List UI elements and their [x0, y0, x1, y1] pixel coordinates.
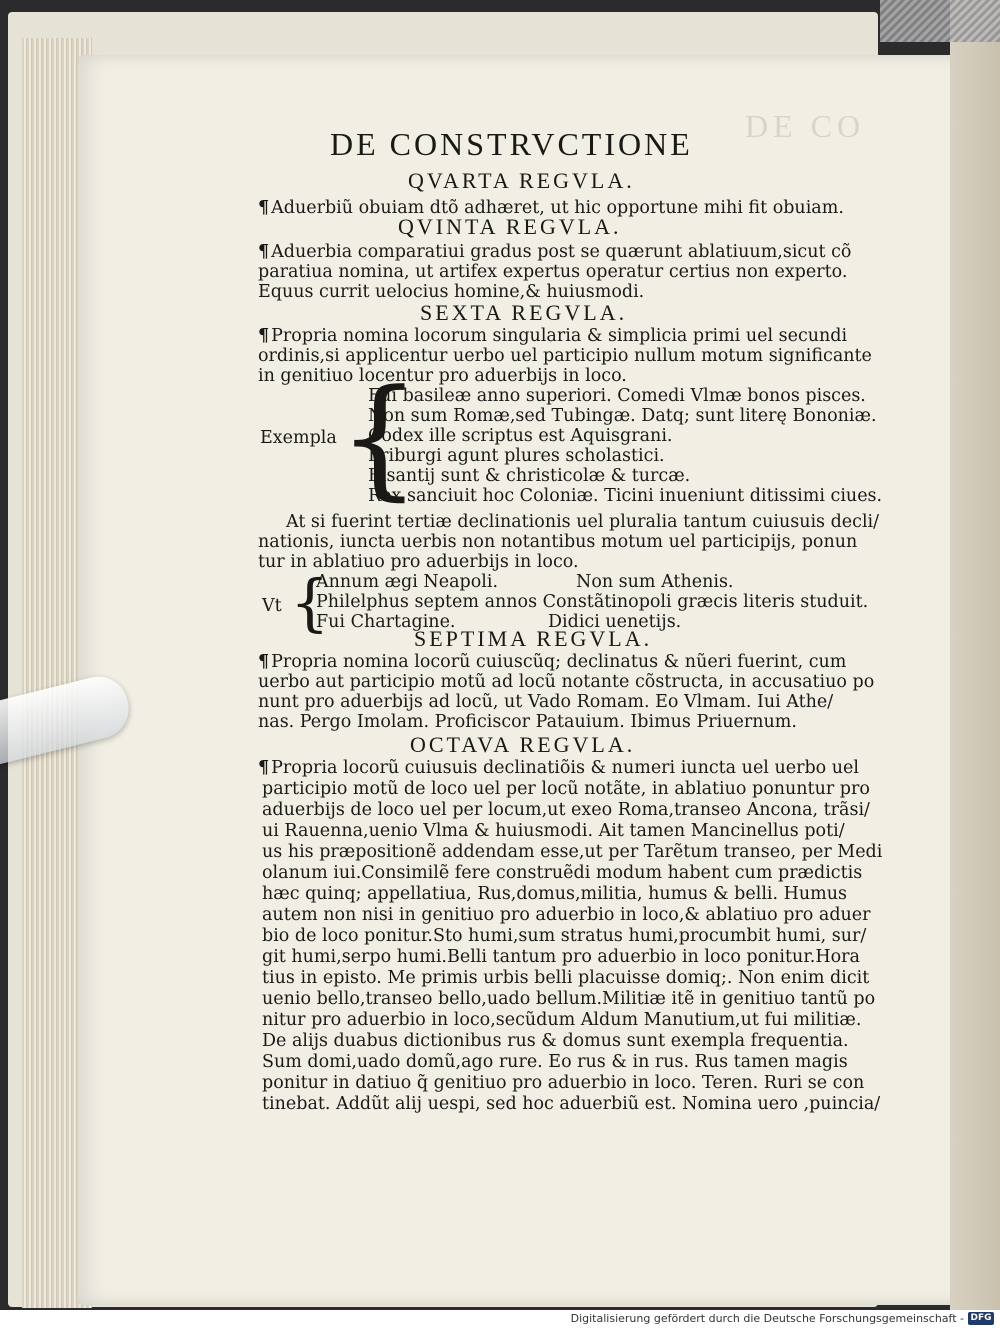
text-line — [258, 758, 859, 778]
text-line: us his præpositionẽ addendam esse,ut per Tarẽtum transeo, per Medi — [262, 842, 883, 862]
exempla-label: Exempla — [260, 428, 337, 448]
text-line: bio de loco ponitur.Sto humi,sum stratus humi,procumbit humi, sur/ — [262, 926, 867, 946]
text-line: tius in episto. Me primis urbis belli placuisse domiq;. Non enim dicit — [262, 968, 870, 988]
dfg-logo-icon: DFG — [968, 1312, 994, 1325]
text-line: autem non nisi in genitiuo pro aduerbio in loco,& ablatiuo pro aduer — [262, 905, 871, 925]
text-line: nas. Pergo Imolam. Proficiscor Patauium. Ibimus Priuernum. — [258, 712, 797, 732]
text-line: in genitiuo locentur pro aduerbijs in loco. — [258, 366, 627, 386]
section-heading: QVINTA REGVLA. — [398, 214, 622, 239]
section-heading: SEPTIMA REGVLA. — [414, 626, 653, 651]
running-head: DE CONSTRVCTIONE — [330, 126, 693, 162]
text-line-content: Aduerbiũ obuiam dtõ adhæret, ut hic opportune mihi fit obuiam. — [271, 198, 844, 218]
text-line: At si fuerint tertiæ declinationis uel pluralia tantum cuiusuis decli/ — [286, 512, 880, 532]
vt-line: Fui Chartagine. — [316, 612, 456, 632]
text-line: nationis, iuncta uerbis non notantibus motum uel participijs, ponun — [258, 532, 858, 552]
vt-brace: { — [290, 566, 330, 639]
text-line: git humi,serpo humi.Belli tantum pro aduerbio in loco ponitur.Hora — [262, 947, 860, 967]
section-heading: SEXTA REGVLA. — [420, 300, 628, 325]
binding-cloth — [880, 0, 1000, 42]
facing-page-bleed: DE CO — [745, 108, 866, 144]
footer-credit: Digitalisierung gefördert durch die Deutsche Forschungsgemeinschaft - — [570, 1312, 964, 1325]
example-line: Non sum Romæ,sed Tubingæ. Datq; sunt literę Bononiæ. — [368, 406, 877, 426]
text-line: Equus currit uelocius homine,& huiusmodi. — [258, 282, 645, 302]
text-line-content: Propria nomina locorum singularia & simplicia primi uel secundi — [271, 326, 848, 346]
vt-line: Annum ægi Neapoli. — [316, 572, 499, 592]
section-heading: QVARTA REGVLA. — [408, 168, 635, 193]
example-line: Fui basileæ anno superiori. Comedi Vlmæ bonos pisces. — [368, 386, 866, 406]
text-line: olanum iui.Consimilẽ fere construẽdi modum habent cum prædictis — [262, 863, 863, 883]
text-line-content: Propria locorũ cuiusuis declinatiõis & numeri iuncta uel uerbo uel — [271, 758, 859, 778]
text-line: ui Rauenna,uenio Vlma & huiusmodi. Ait tamen Mancinellus poti/ — [262, 821, 845, 841]
text-line — [258, 326, 847, 346]
text-line-content: Propria nomina locorũ cuiuscũq; declinatus & nũeri fuerint, cum — [271, 652, 847, 672]
text-line: Sum domi,uado domũ,ago rure. Eo rus & in rus. Rus tamen magis — [262, 1052, 848, 1072]
vt-line: Didici uenetijs. — [548, 612, 682, 632]
text-line: paratiua nomina, ut artifex expertus operatur certius non experto. — [258, 262, 848, 282]
text-line: aduerbijs de loco uel per locum,ut exeo Roma,transeo Ancona, trãsi/ — [262, 800, 870, 820]
text-line: tur in ablatiuo pro aduerbijs in loco. — [258, 552, 579, 572]
example-line: Codex ille scriptus est Aquisgrani. — [368, 426, 673, 446]
paragraph-mark: ¶ — [258, 758, 270, 778]
paragraph-mark: ¶ — [258, 242, 270, 262]
example-line: Rex sanciuit hoc Coloniæ. Ticini inueniunt ditissimi ciues. — [368, 486, 883, 506]
facing-page-edge — [950, 0, 1000, 1310]
text-line — [258, 242, 851, 262]
text-line: uerbo aut participio motũ ad locũ notante cõstructa, in accusatiuo po — [258, 672, 875, 692]
paragraph-mark: ¶ — [258, 326, 270, 346]
text-line: nitur pro aduerbio in loco,secũdum Aldum Manutium,ut fui militiæ. — [262, 1010, 862, 1030]
text-line: ordinis,si applicentur uerbo uel participio nullum motum significante — [258, 346, 872, 366]
text-line — [258, 652, 846, 672]
text-line: uenio bello,transeo bello,uado bellum.Militiæ itẽ in genitiuo tantũ po — [262, 989, 876, 1009]
example-line: Bisantij sunt & christicolæ & turcæ. — [368, 466, 691, 486]
paragraph-mark: ¶ — [258, 198, 270, 218]
text-line: tinebat. Addũt alij uespi, sed hoc aduerbiũ est. Nomina uero ,puincia/ — [262, 1094, 881, 1114]
text-line: participio motũ de loco uel per locũ notãte, in ablatiuo ponuntur pro — [262, 779, 870, 799]
footer-bar — [0, 1310, 1000, 1328]
section-heading: OCTAVA REGVLA. — [410, 732, 636, 757]
vt-line: Non sum Athenis. — [576, 572, 734, 592]
paragraph-mark: ¶ — [258, 652, 270, 672]
text-line-content: Aduerbia comparatiui gradus post se quærunt ablatiuum,sicut cõ — [271, 242, 852, 262]
vt-line: Philelphus septem annos Constãtinopoli græcis literis studuit. — [316, 592, 869, 612]
text-line: hæc quinq; appellatiua, Rus,domus,militia, humus & belli. Humus — [262, 884, 848, 904]
text-line: ponitur in datiuo q̃ genitiuo pro aduerbio in loco. Teren. Ruri se con — [262, 1073, 865, 1093]
text-line: nunt pro aduerbijs ad locũ, ut Vado Romam. Eo Vlmam. Iui Athe/ — [258, 692, 834, 712]
example-line: Friburgi agunt plures scholastici. — [368, 446, 665, 466]
vt-label: Vt — [262, 596, 282, 616]
exempla-brace: { — [338, 361, 421, 513]
text-line: De alijs duabus dictionibus rus & domus sunt exempla frequentia. — [262, 1031, 849, 1051]
